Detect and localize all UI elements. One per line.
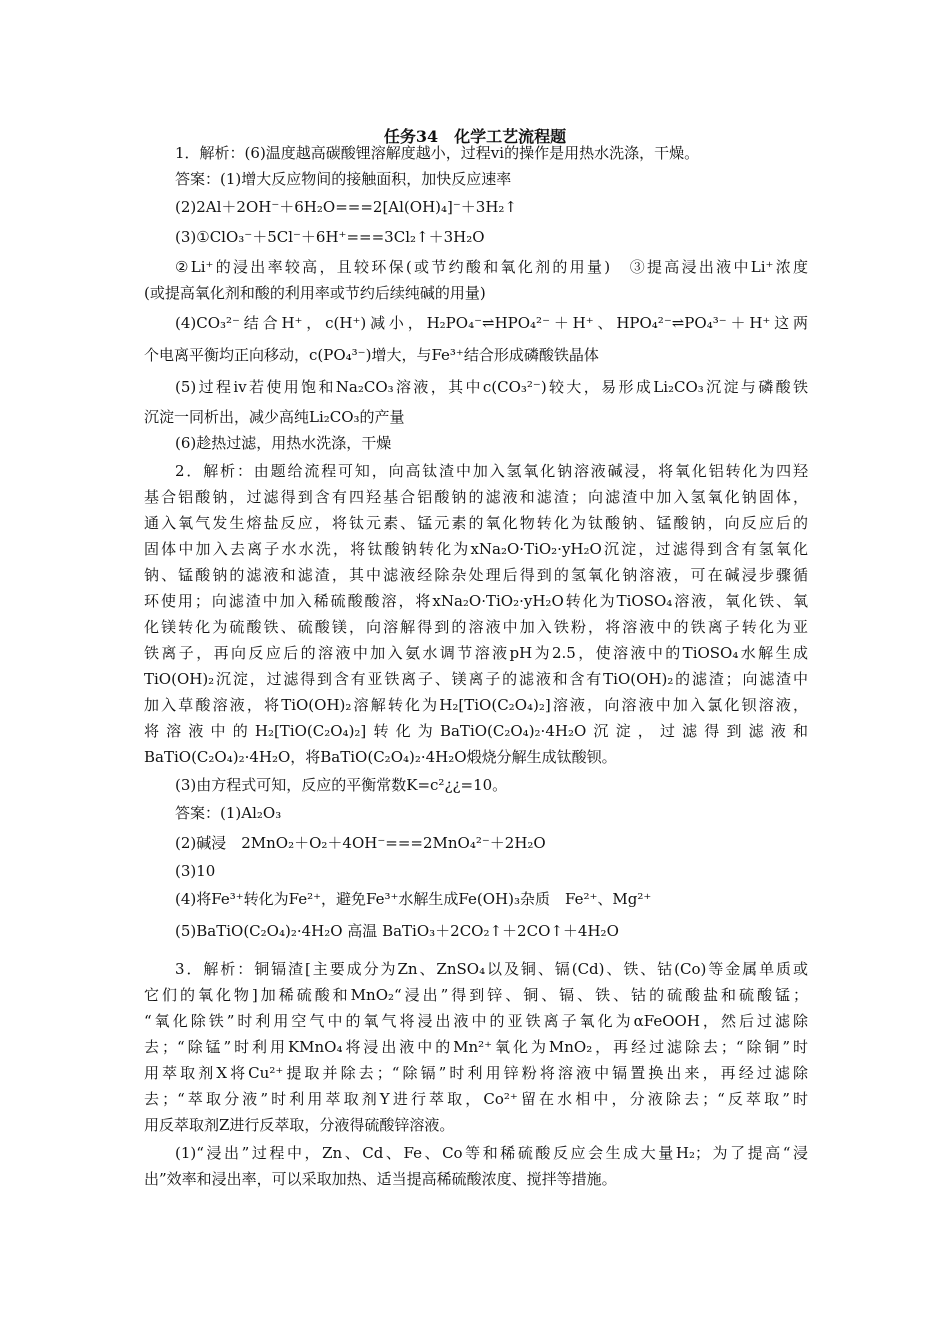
text-line: 出”效率和浸出率，可以采取加热、适当提高稀硫酸浓度、搅拌等措施。 (144, 1170, 617, 1188)
text-line: 沉淀一同析出，减少高纯Li₂CO₃的产量 (144, 408, 405, 426)
page-title: 任务34 化学工艺流程题 (383, 127, 567, 146)
text-line: (3)10 (175, 862, 216, 880)
text-line: BaTiO(C₂O₄)₂·4H₂O，将BaTiO(C₂O₄)₂·4H₂O煅烧分解生成钛酸钡。 (144, 748, 617, 766)
text-line: 钠、锰酸钠的滤液和滤渣，其中滤液经除杂处理后得到的氢氧化钠溶液，可在碱浸步骤循 (144, 566, 808, 584)
text-line: (4)CO₃²⁻结合H⁺，c(H⁺)减小，H₂PO₄⁻⇌HPO₄²⁻＋H⁺、HPO₄²⁻⇌PO₄³⁻＋H⁺这两 (175, 314, 808, 332)
text-line: 去；“萃取分液”时利用萃取剂Y进行萃取，Co²⁺留在水相中，分液除去；“反萃取”时 (144, 1090, 808, 1108)
text-line: 将溶液中的H₂[TiO(C₂O₄)₂]转化为BaTiO(C₂O₄)₂·4H₂O沉淀，过滤得到滤液和 (144, 722, 808, 740)
text-line: 个电离平衡均正向移动，c(PO₄³⁻)增大，与Fe³⁺结合形成磷酸铁晶体 (144, 346, 599, 364)
text-line: (3)①ClO₃⁻＋5Cl⁻＋6H⁺===3Cl₂↑＋3H₂O (175, 228, 485, 246)
text-line: 2．解析：由题给流程可知，向高钛渣中加入氢氧化钠溶液碱浸，将氧化铝转化为四羟 (175, 462, 808, 480)
text-line: 化镁转化为硫酸铁、硫酸镁，向溶解得到的溶液中加入铁粉，将溶液中的铁离子转化为亚 (144, 618, 808, 636)
text-line: 用萃取剂X将Cu²⁺提取并除去；“除镉”时利用锌粉将溶液中镉置换出来，再经过滤除 (144, 1064, 808, 1082)
text-line: 答案：(1)增大反应物间的接触面积，加快反应速率 (175, 170, 512, 188)
text-line: 用反萃取剂Z进行反萃取，分液得硫酸锌溶液。 (144, 1116, 455, 1134)
text-line: (4)将Fe³⁺转化为Fe²⁺，避免Fe³⁺水解生成Fe(OH)₃杂质 Fe²⁺、Mg²⁺ (175, 890, 652, 908)
text-line: (5)过程ⅳ若使用饱和Na₂CO₃溶液，其中c(CO₃²⁻)较大，易形成Li₂CO₃沉淀与磷酸铁 (175, 378, 808, 396)
text-line: 固体中加入去离子水水洗，将钛酸钠转化为xNa₂O·TiO₂·yH₂O沉淀，过滤得到含有氢氧化 (144, 540, 808, 558)
text-line: TiO(OH)₂沉淀，过滤得到含有亚铁离子、镁离子的滤液和含有TiO(OH)₂的滤渣；向滤渣中 (144, 670, 808, 688)
text-line: (5)BaTiO(C₂O₄)₂·4H₂O 高温 BaTiO₃＋2CO₂↑＋2CO↑＋4H₂O (175, 922, 619, 940)
text-line: (或提高氧化剂和酸的利用率或节约后续纯碱的用量) (144, 284, 486, 302)
text-line: (3)由方程式可知，反应的平衡常数K=c²¿¿=10。 (175, 776, 508, 794)
text-line: (2)2Al＋2OH⁻＋6H₂O===2[Al(OH)₄]⁻＋3H₂↑ (175, 198, 517, 216)
text-line: 环使用；向滤渣中加入稀硫酸酸溶，将xNa₂O·TiO₂·yH₂O转化为TiOSO₄溶液，氧化铁、氧 (144, 592, 808, 610)
text-line: ②Li⁺的浸出率较高，且较环保(或节约酸和氧化剂的用量) ③提高浸出液中Li⁺浓度 (175, 258, 808, 276)
text-line: 去；“除锰”时利用KMnO₄将浸出液中的Mn²⁺氧化为MnO₂，再经过滤除去；“除铜”时 (144, 1038, 808, 1056)
text-line: (2)碱浸 2MnO₂＋O₂＋4OH⁻===2MnO₄²⁻＋2H₂O (175, 834, 546, 852)
text-line: 答案：(1)Al₂O₃ (175, 804, 282, 822)
text-line: (6)趁热过滤，用热水洗涤，干燥 (175, 434, 392, 452)
text-line: (1)“浸出”过程中，Zn、Cd、Fe、Co等和稀硫酸反应会生成大量H₂；为了提高“浸 (175, 1144, 808, 1162)
text-line: 它们的氧化物]加稀硫酸和MnO₂“浸出”得到锌、铜、镉、铁、钴的硫酸盐和硫酸锰； (144, 986, 808, 1004)
text-line: “氧化除铁”时利用空气中的氧气将浸出液中的亚铁离子氧化为αFeOOH，然后过滤除 (144, 1012, 808, 1030)
text-line: 3．解析：铜镉渣[主要成分为Zn、ZnSO₄以及铜、镉(Cd)、铁、钴(Co)等金属单质或 (175, 960, 808, 978)
text-line: 基合铝酸钠，过滤得到含有四羟基合铝酸钠的滤液和滤渣；向滤渣中加入氢氧化钠固体， (144, 488, 808, 506)
text-line: 1．解析：(6)温度越高碳酸锂溶解度越小，过程ⅵ的操作是用热水洗涤，干燥。 (175, 144, 700, 162)
text-line: 铁离子，再向反应后的溶液中加入氨水调节溶液pH为2.5，使溶液中的TiOSO₄水解生成 (144, 644, 808, 662)
text-line: 通入氧气发生熔盐反应，将钛元素、锰元素的氧化物转化为钛酸钠、锰酸钠，向反应后的 (144, 514, 808, 532)
text-line: 加入草酸溶液，将TiO(OH)₂溶解转化为H₂[TiO(C₂O₄)₂]溶液，向溶液中加入氯化钡溶液， (144, 696, 808, 714)
